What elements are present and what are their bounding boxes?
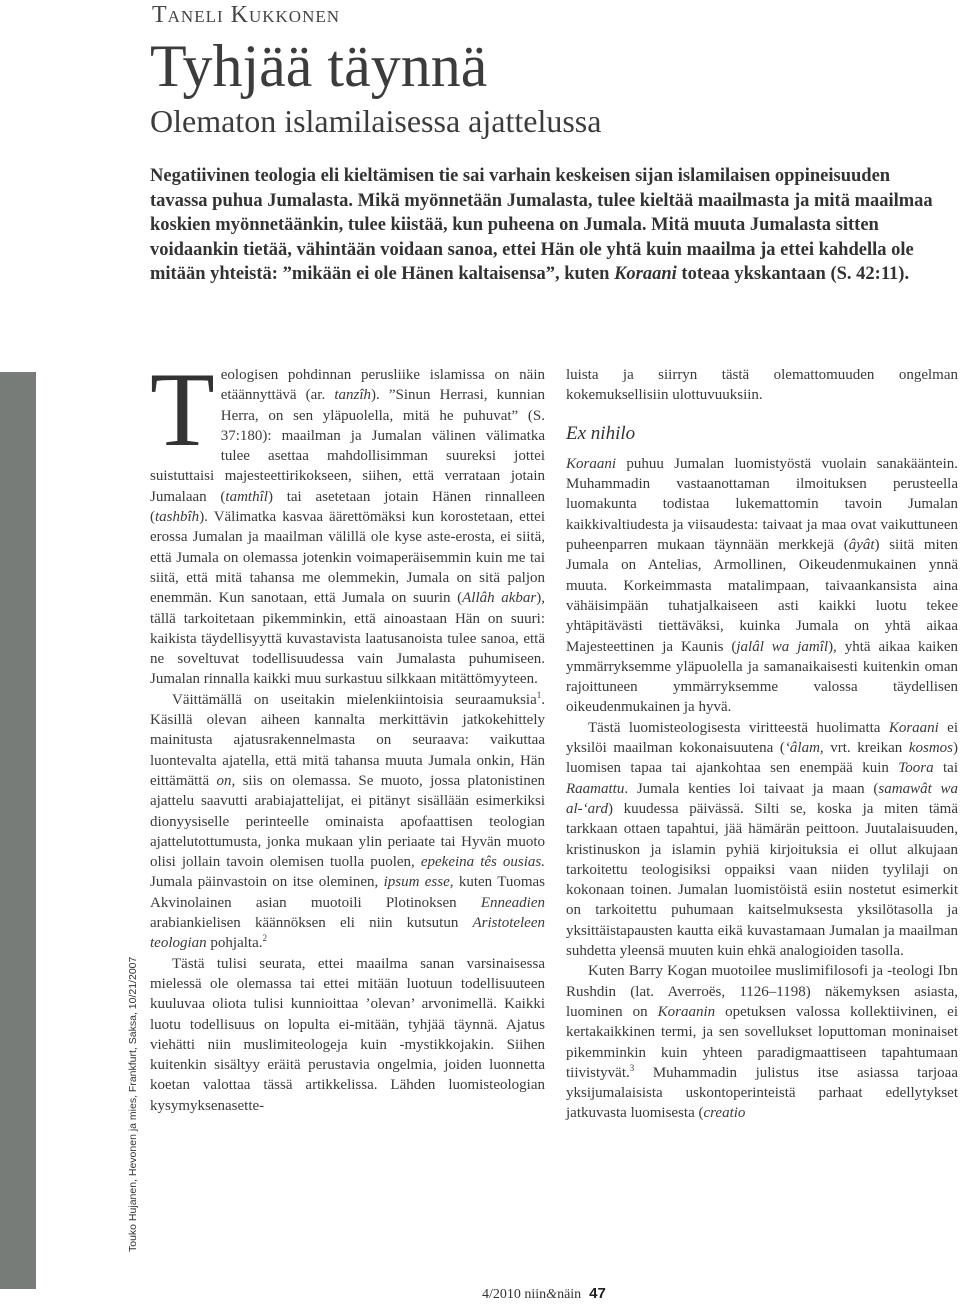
- page-number: 47: [589, 1285, 606, 1302]
- text-run: eologisen pohdinnan perusliike islamissa on näin etäännyttävä (ar.: [220, 367, 545, 404]
- paragraph: [150, 351, 546, 690]
- paragraph: Tästä tulisi seurata, ettei maailma sanan varsinaisessa mielessä ole olemassa tai ettei mitään luotuun todellisuuteen kuuluvaa oliota tulisi kunnioittaa ’olevan’ arvonimellä. Kaikki luotu todellisuus on lopulta ei-mitään, tyhjää täynnä. Ajatus viehätti niin muslimiteologeja kuin -mystikkojakin. Siihen kuitenkin sisältyy eräitä perustavia ongelmia, joiden luonnetta koetan valottaa tässä artikkelissa. Lähden luomisteologian kysymyksenasette-: [150, 955, 545, 1114]
- term: ipsum esse: [383, 874, 450, 891]
- lead-paragraph: [150, 164, 950, 287]
- term: samawât wa al-‘ard: [566, 780, 958, 817]
- drop-cap: T: [150, 351, 215, 468]
- footnote-ref[interactable]: 3: [629, 1062, 635, 1073]
- text-run: ). Välimatka kasvaa äärettömäksi kun korostetaan, ettei erossa Jumalan ja maailman välillä ole kyse aste-erosta, ei siitä, että Jumala on olemassa jotenkin voimaperäisemmin kuin me tai siitä, että mitä tahansa me olemmekin, Jumala on sitä paljon enemmän. Kun sanotaan, että Jumala on suurin (: [150, 509, 545, 607]
- term: jalâl wa jamîl: [736, 638, 829, 655]
- issue-label-b: näin: [557, 1287, 582, 1302]
- term: epekeina tês ousias.: [420, 854, 545, 871]
- paragraph: [566, 961, 958, 1123]
- term: Enneadien: [480, 894, 545, 911]
- text-run: . Käsillä olevan aiheen kannalta merkittävin jatkokehittely mainitusta ajatusrakennelmasta on seuraava: vaikuttaa luontevalta ajatella, että mitä tahansa muuta Jumala onkin, Hän eittämättä: [150, 691, 545, 789]
- text-column-1: [150, 351, 546, 1116]
- text-run: ) luomisen tapaa tai ajankohtaa sen enempää kuin: [566, 740, 958, 777]
- term: ‘âlam,: [784, 740, 824, 757]
- text-run: ) tai asetetaan jotain Hänen rinnalleen (: [150, 488, 546, 526]
- author-name: Taneli Kukkonen: [152, 2, 341, 28]
- term: creatio: [703, 1105, 746, 1122]
- text-run: ), tällä tarkoitetaan pikemminkin, että ainoastaan Hän on suuri: kaikista täydellisyyttä kuvastavista laatusanoista tulee sanoa, että ne soveltuvat todellisuudessa vain Jumalasta puhumiseen. Jumalan rinnalla kaikki muu surkastuu silkkaan mitättömyyteen.: [150, 590, 545, 688]
- text-run: Tästä luomisteologisesta viritteestä huolimatta: [588, 719, 889, 736]
- text-run: pohjalta.: [206, 935, 263, 952]
- text-run: siis on olemassa. Se muoto, jossa platonistinen ajattelu saavutti arabiajattelijat, ei pitänyt sisällään esimerkiksi dionyysiselle perinteelle ominaista apofaattisen teologian ajattelutottumusta, jonka mukaan ylin periaate tai Hyvän muoto olisi jollain tavoin olemisen tuolla puolen,: [150, 772, 545, 871]
- paragraph: [150, 690, 545, 954]
- page-footer: [482, 1285, 606, 1303]
- paragraph: luista ja siirryn tästä olemattomuuden ongelman kokemuksellisiin ulottuvuuksiin.: [566, 367, 958, 404]
- term: tanzîh: [334, 387, 372, 404]
- term: Aristoteleen teologian: [150, 915, 545, 952]
- footnote-ref[interactable]: 2: [262, 933, 267, 944]
- text-run: . Jumala kenties loi taivaat ja maan (: [624, 780, 879, 797]
- text-run: Muhammadin julistus itse asiassa tarjoaa yksijumalaisista uskontoperinteistä parhaat edellytykset jatkuvasta luomisesta (: [566, 1064, 958, 1122]
- term: Toora: [898, 760, 934, 777]
- text-run: Kuten Barry Kogan muotoilee muslimifilosofi ja -teologi Ibn Rushdin (lat. Averroës, 1126–1198) näkemyksen asiasta, luominen on: [566, 963, 958, 1020]
- text-run: ) kuudessa päivässä. Silti se, koska ja miten tämä tarkkaan ottaen tapahtui, jää hämärän peittoon. Juutalaisuuden, kristinuskon ja islamin pyhiä kirjoituksia ei ollut alkujaan tarkoitettu teologisiksi oppaiksi vaan niiden tyylilaji on kokonaan toinen. Jumalan luomistöistä esiin nostetut esimerkit on tarkoitettu puhumaan kaitselmuksesta yksilötasolla ja yksittäistapausten kautta eikä kuvastamaan Jumalan ja maailman suhdetta yleensä muuten kuin ehkä analogioiden tasolla.: [566, 800, 958, 960]
- article-title: Tyhjää täynnä: [150, 33, 488, 99]
- text-column-2: [566, 365, 958, 1124]
- term: Koraanin: [657, 1003, 716, 1020]
- text-run: , kuten Tuomas Akvinolainen asian muotoili Plotinoksen: [150, 874, 546, 911]
- term: Koraani: [566, 455, 617, 472]
- text-run: ) siitä miten Jumala on Antelias, Armollinen, Oikeudenmukainen ynnä muuta. Korkeimmasta matalimpaan, taivaankansista aina vähäisimpään tuhatjalkaiseen asti kaikki luotu tekee yhtäpitävästi tiettäväksi, kuinka Jumala on yhtä aikaa Majesteettinen ja Kaunis (: [566, 537, 959, 655]
- paragraph: [566, 718, 958, 962]
- text-run: puhuu Jumalan luomistyöstä vuolain sanakääntein. Muhammadin vastaanottaman ilmoituksen perusteella luomakunta todistaa lukemattomin tavoin Jumalan kaikkivaltiudesta ja viisaudesta: taivaat ja maa ovat vaikuttuneen puheenparren mukaan täynnään merkkejä (: [566, 455, 958, 554]
- text-run: ei yksilöi maailman kokonaisuutena (: [566, 719, 958, 757]
- text-run: ). ”Sinun Herrasi, kunnian Herra, on sen yläpuolella, mitä he puhuvat” (S. 37:180): maailman ja Jumalan välinen välimatka tulee asettaa mahdollisimman suureksi jottei suistuttaisi majesteettirikokseen, siihen, että verrataan jotain Jumalaan (: [150, 387, 545, 505]
- term: on,: [216, 772, 236, 789]
- term: tashbîh: [155, 509, 200, 526]
- term: Allâh akbar: [462, 590, 537, 607]
- section-heading: Ex nihilo: [566, 422, 636, 444]
- photo-strip: [0, 372, 36, 1289]
- text-run: vrt. kreikan: [823, 740, 909, 757]
- term: kosmos: [908, 740, 953, 757]
- issue-label: 4/2010 niin: [482, 1287, 547, 1302]
- ampersand: &: [546, 1287, 558, 1302]
- article-subtitle: Olematon islamilaisessa ajattelussa: [150, 103, 602, 139]
- text-run: tai: [933, 760, 958, 777]
- text-run: opetuksen valossa kollektiivinen, ei kertakaikkinen termi, ja sen sovellukset loputtoman moninaiset pikemminkin kuin yhteen paradigmaattiseen tapahtumaan tiivistyvät.: [566, 1003, 958, 1081]
- text-run: Jumala päinvastoin on itse oleminen,: [150, 874, 384, 891]
- text-run: ), yhtä aikaa kaiken ymmärryksemme yläpuolella ja samanaikaisesti kuitenkin oman rajoittuneen ymmärryksemme valossa täydellisen oikeudenmukainen ja hyvä.: [566, 638, 959, 716]
- term: tamthîl: [225, 488, 268, 505]
- photo-credit: Touko Hujanen, Hevonen ja mies, Frankfurt, Saksa, 10/21/2007: [127, 956, 139, 1252]
- text-run: Väittämällä on useitakin mielenkiintoisia seuraamuksia: [172, 691, 537, 708]
- term: Koraani: [888, 719, 939, 736]
- term: âyât: [848, 537, 875, 554]
- text-run: arabiankielisen käännöksen eli niin kutsutun: [150, 915, 473, 932]
- lead-text: Negatiivinen teologia eli kieltämisen tie sai varhain keskeisen sijan islamilaisen oppineisuuden tavassa puhua Jumalasta. Mikä myönnetään Jumalasta, tulee kieltää maailmasta ja mitä maailmaa koskien myönnetäänkin, tulee kiistää, kun puheena on Jumala. Mitä muuta Jumalasta sitten voidaankin tietää, vähintään voidaan sanoa, ettei Hän ole yhtä kuin maailma ja ettei kahdella ole mitään yhteistä: ”mikään ei ole Hänen kaltaisensa”, kuten Koraani toteaa ykskantaan (S. 42:11).: [150, 166, 933, 284]
- term: Raamattu: [566, 780, 625, 797]
- paragraph: [566, 454, 958, 718]
- footnote-ref[interactable]: 1: [536, 689, 542, 700]
